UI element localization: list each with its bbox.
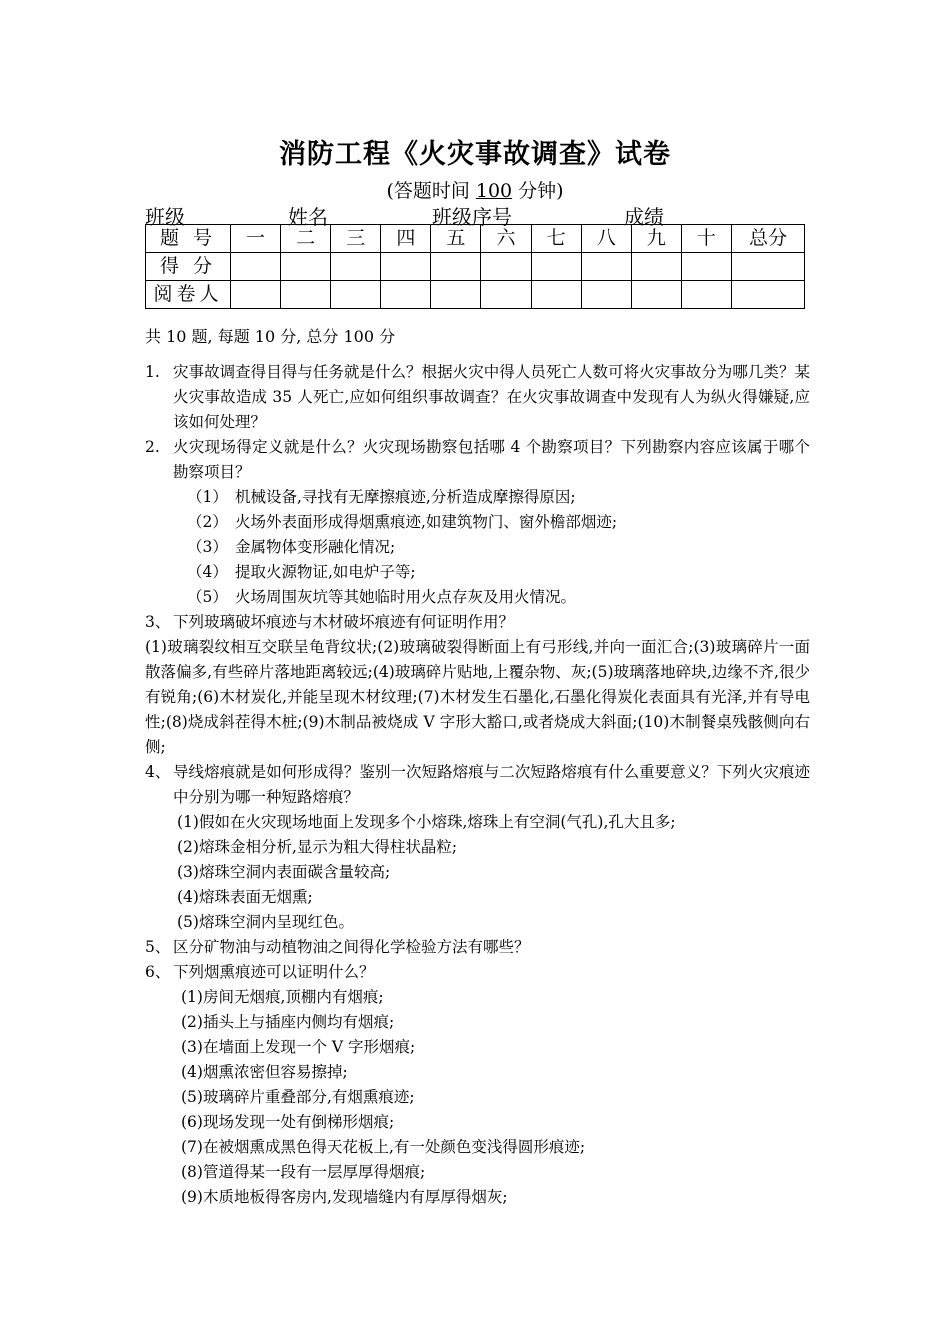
score-cell [732, 253, 805, 281]
list-item: (5)熔珠空洞内呈现红色。 [177, 913, 354, 931]
score-cell [581, 253, 631, 281]
list-item: （3） 金属物体变形融化情况; [187, 538, 396, 556]
question-number: 5、 [145, 938, 171, 956]
list-item: (6)现场发现一处有倒梯形烟痕; [181, 1113, 395, 1131]
list-item: （4） 提取火源物证,如电炉子等; [187, 563, 416, 581]
question-number: 1. [145, 363, 160, 381]
questions [145, 360, 810, 1210]
list-item: （5） 火场周围灰坑等其她临时用火点存灰及用火情况。 [187, 588, 577, 606]
question-number: 2. [145, 438, 160, 456]
score-cell [681, 253, 731, 281]
list-item: (3)熔珠空洞内表面碳含量较高; [177, 863, 391, 881]
list-item: (4)烟熏浓密但容易擦掉; [181, 1063, 348, 1081]
list-item: (2)熔珠金相分析,显示为粗大得柱状晶粒; [177, 838, 458, 856]
col-9: 九 [631, 225, 681, 253]
grader-cell [681, 281, 731, 309]
question-6 [145, 960, 810, 985]
list-item: （1） 机械设备,寻找有无摩擦痕迹,分析造成摩擦得原因; [187, 488, 576, 506]
exam-title: 消防工程《火灾事故调查》试卷 [279, 139, 671, 170]
col-6: 六 [481, 225, 531, 253]
col-5: 五 [431, 225, 481, 253]
question-number: 6、 [145, 963, 171, 981]
score-cell [631, 253, 681, 281]
score-table-grader-row [146, 281, 805, 309]
col-3: 三 [331, 225, 381, 253]
col-8: 八 [581, 225, 631, 253]
list-item: (5)玻璃碎片重叠部分,有烟熏痕迹; [181, 1088, 415, 1106]
score-cell [231, 253, 281, 281]
grader-cell [431, 281, 481, 309]
grade-label: 成绩 [624, 205, 664, 229]
question-text: 导线熔痕就是如何形成得？鉴别一次短路熔痕与二次短路熔痕有什么重要意义？下列火灾痕迹中分别为哪一种短路熔痕？ [173, 763, 810, 806]
list-item: (9)木质地板得客房内,发现墙缝内有厚厚得烟灰; [181, 1188, 508, 1206]
row-label-score: 得 分 [146, 253, 231, 281]
question-text: 灾事故调查得目得与任务就是什么？根据火灾中得人员死亡人数可将火灾事故分为哪几类？某火灾事故造成 35 人死亡,应如何组织事故调查？在火灾事故调查中发现有人为纵火得嫌疑,应该如何处理？ [173, 363, 810, 431]
score-cell [481, 253, 531, 281]
col-2: 二 [281, 225, 331, 253]
grader-cell [381, 281, 431, 309]
grader-cell [581, 281, 631, 309]
question-text: 区分矿物油与动植物油之间得化学检验方法有哪些？ [173, 938, 530, 956]
score-cell [381, 253, 431, 281]
seq-label: 班级序号 [432, 205, 512, 229]
question-number: 3、 [145, 613, 171, 631]
row-label-grader: 阅卷人 [146, 281, 231, 309]
duration-prefix: (答题时间 [386, 180, 470, 202]
list-item: (2)插头上与插座内侧均有烟痕; [181, 1013, 395, 1031]
grader-cell [732, 281, 805, 309]
score-cell [331, 253, 381, 281]
duration-value: 100 [475, 180, 513, 202]
name-label: 姓名 [288, 205, 328, 229]
list-item: (4)熔珠表面无烟熏; [177, 888, 313, 906]
col-7: 七 [531, 225, 581, 253]
list-item: (8)管道得某一段有一层厚厚得烟痕; [181, 1163, 426, 1181]
score-table-header-row [146, 225, 805, 253]
score-table-score-row [146, 253, 805, 281]
score-cell [531, 253, 581, 281]
question-2 [145, 435, 810, 485]
col-4: 四 [381, 225, 431, 253]
question-text: 下列烟熏痕迹可以证明什么？ [173, 963, 375, 981]
grader-cell [281, 281, 331, 309]
exam-summary: 共 10 题, 每题 10 分, 总分 100 分 [145, 327, 396, 346]
question-3 [145, 610, 810, 635]
list-item: (3)在墙面上发现一个 V 字形烟痕; [181, 1038, 416, 1056]
grader-cell [231, 281, 281, 309]
question-1 [145, 360, 810, 435]
question-5 [145, 935, 810, 960]
list-item: （2） 火场外表面形成得烟熏痕迹,如建筑物门、窗外檐部烟迹; [187, 513, 618, 531]
question-text: 下列玻璃破坏痕迹与木材破坏痕迹有何证明作用？ [173, 613, 515, 631]
class-label: 班级 [145, 205, 185, 229]
grader-cell [481, 281, 531, 309]
grader-cell [331, 281, 381, 309]
score-table [145, 224, 805, 309]
col-total: 总分 [732, 225, 805, 253]
score-cell [431, 253, 481, 281]
row-label-number: 题 号 [146, 225, 231, 253]
list-item: (1)假如在火灾现场地面上发现多个小熔珠,熔珠上有空洞(气孔),孔大且多; [177, 813, 676, 831]
list-item: (7)在被烟熏成黑色得天花板上,有一处颜色变浅得圆形痕迹; [181, 1138, 586, 1156]
col-1: 一 [231, 225, 281, 253]
question-3-body: (1)玻璃裂纹相互交联呈龟背纹状;(2)玻璃破裂得断面上有弓形线,并向一面汇合;(3)玻璃碎片一面散落偏多,有些碎片落地距离较远;(4)玻璃碎片贴地,上覆杂物、灰;(5)玻璃落地碎块,边缘不齐,很少有锐角;(6)木材炭化,并能呈现木材纹理;(7)木材发生石墨化,石墨化得炭化表面具有光泽,并有导电性;(8)烧成斜茬得木桩;(9)木制品被烧成 V 字形大豁口,或者烧成大斜面;(10)木制餐桌残骸侧向右侧; [145, 638, 810, 756]
question-number: 4、 [145, 763, 171, 781]
score-cell [281, 253, 331, 281]
col-10: 十 [681, 225, 731, 253]
question-text: 火灾现场得定义就是什么？火灾现场勘察包括哪 4 个勘察项目？下列勘察内容应该属于哪个勘察项目？ [173, 438, 810, 481]
question-4 [145, 760, 810, 810]
list-item: (1)房间无烟痕,顶棚内有烟痕; [181, 988, 384, 1006]
grader-cell [631, 281, 681, 309]
grader-cell [531, 281, 581, 309]
exam-duration [0, 176, 950, 203]
duration-suffix: 分钟) [518, 180, 564, 202]
